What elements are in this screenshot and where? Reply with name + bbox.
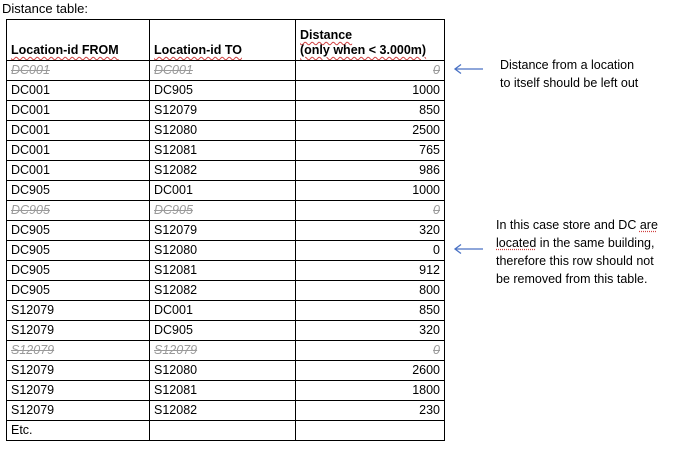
page-title: Distance table: xyxy=(2,1,88,16)
cell-distance: 0 xyxy=(296,61,445,81)
cell-location-from: S12079 xyxy=(7,361,150,381)
cell-location-to: S12082 xyxy=(150,401,296,421)
cell-distance: 850 xyxy=(296,101,445,121)
cell-location-from: DC905 xyxy=(7,201,150,221)
note-same-building: In this case store and DC are located in the same building, therefore this row should not be removed from this table. xyxy=(496,218,658,286)
cell-distance: 986 xyxy=(296,161,445,181)
cell-location-to: DC001 xyxy=(150,301,296,321)
cell-location-to: S12081 xyxy=(150,141,296,161)
table-row xyxy=(7,401,445,421)
cell-distance: 765 xyxy=(296,141,445,161)
table-row xyxy=(7,181,445,201)
cell-location-to: S12080 xyxy=(150,241,296,261)
cell-location-to: DC001 xyxy=(150,61,296,81)
table-row xyxy=(7,81,445,101)
cell-location-from: S12079 xyxy=(7,401,150,421)
cell-distance: 0 xyxy=(296,341,445,361)
cell-distance: 1000 xyxy=(296,81,445,101)
cell-distance: 320 xyxy=(296,221,445,241)
table-header-row xyxy=(7,20,445,61)
table-row xyxy=(7,61,445,81)
cell-location-from: DC905 xyxy=(7,181,150,201)
table-row xyxy=(7,281,445,301)
cell-distance: 320 xyxy=(296,321,445,341)
cell-distance: 1800 xyxy=(296,381,445,401)
cell-location-from: DC001 xyxy=(7,101,150,121)
cell-location-from: S12079 xyxy=(7,341,150,361)
cell-distance: 800 xyxy=(296,281,445,301)
table-row xyxy=(7,361,445,381)
cell-distance: 2500 xyxy=(296,121,445,141)
table-row xyxy=(7,141,445,161)
header-location-to: Location-id TO xyxy=(150,20,296,61)
table-row xyxy=(7,101,445,121)
cell-location-to: DC905 xyxy=(150,201,296,221)
note-self-distance: Distance from a location to itself should be left out xyxy=(500,58,639,90)
cell-distance: 0 xyxy=(296,201,445,221)
cell-location-to: DC001 xyxy=(150,181,296,201)
cell-location-from: DC905 xyxy=(7,261,150,281)
table-row xyxy=(7,161,445,181)
cell-location-to: S12080 xyxy=(150,361,296,381)
cell-distance xyxy=(296,421,445,441)
cell-distance: 0 xyxy=(296,241,445,261)
table-row xyxy=(7,341,445,361)
table-row xyxy=(7,321,445,341)
cell-distance: 912 xyxy=(296,261,445,281)
table-row xyxy=(7,261,445,281)
cell-location-from: DC001 xyxy=(7,61,150,81)
cell-location-to: DC905 xyxy=(150,81,296,101)
cell-location-to: S12080 xyxy=(150,121,296,141)
arrow-left-icon xyxy=(452,63,484,75)
cell-location-from: S12079 xyxy=(7,321,150,341)
cell-distance: 1000 xyxy=(296,181,445,201)
header-location-from: Location-id FROM xyxy=(7,20,150,61)
cell-location-from: Etc. xyxy=(7,421,150,441)
cell-location-to: S12081 xyxy=(150,261,296,281)
cell-distance: 230 xyxy=(296,401,445,421)
cell-location-to: DC905 xyxy=(150,321,296,341)
table-row xyxy=(7,121,445,141)
cell-distance: 850 xyxy=(296,301,445,321)
cell-location-to: S12082 xyxy=(150,161,296,181)
cell-location-from: DC001 xyxy=(7,161,150,181)
cell-location-from: DC001 xyxy=(7,141,150,161)
cell-location-to: S12079 xyxy=(150,221,296,241)
cell-location-from: DC905 xyxy=(7,221,150,241)
table-row xyxy=(7,381,445,401)
cell-location-from: S12079 xyxy=(7,301,150,321)
cell-location-from: S12079 xyxy=(7,381,150,401)
table-row xyxy=(7,221,445,241)
cell-location-from: DC905 xyxy=(7,241,150,261)
table-row xyxy=(7,201,445,221)
table-row xyxy=(7,241,445,261)
table-body xyxy=(7,61,445,441)
cell-location-from: DC905 xyxy=(7,281,150,301)
distance-table xyxy=(6,19,445,441)
cell-location-to: S12082 xyxy=(150,281,296,301)
cell-distance: 2600 xyxy=(296,361,445,381)
cell-location-to: S12081 xyxy=(150,381,296,401)
arrow-left-icon xyxy=(452,243,484,255)
cell-location-to: S12079 xyxy=(150,341,296,361)
table-row xyxy=(7,421,445,441)
header-distance: Distance (only when < 3.000m) xyxy=(296,20,445,61)
cell-location-from: DC001 xyxy=(7,121,150,141)
table-row xyxy=(7,301,445,321)
cell-location-to xyxy=(150,421,296,441)
cell-location-to: S12079 xyxy=(150,101,296,121)
cell-location-from: DC001 xyxy=(7,81,150,101)
